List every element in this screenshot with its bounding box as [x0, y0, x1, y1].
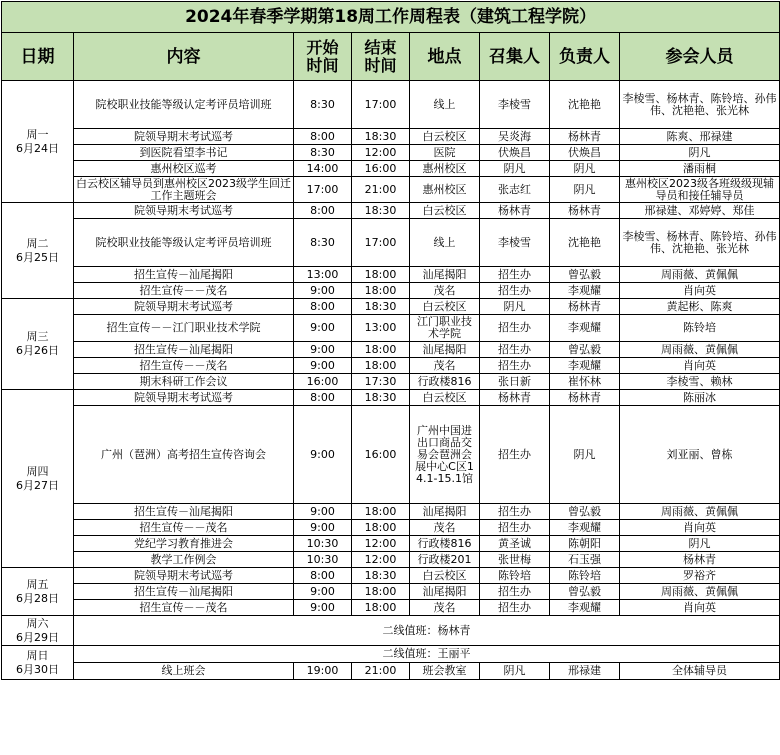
cell-owner: 李观耀 [550, 315, 620, 342]
cell-content: 院领导期末考试巡考 [74, 390, 294, 406]
day-name: 周一 [26, 127, 49, 141]
cell-attendees: 陈丽冰 [620, 390, 780, 406]
cell-location: 汕尾揭阳 [410, 504, 480, 520]
cell-start: 17:00 [294, 177, 352, 203]
cell-convener: 招生办 [480, 315, 550, 342]
cell-convener: 杨林青 [480, 203, 550, 219]
cell-end: 17:00 [352, 81, 410, 129]
cell-content: 院领导期末考试巡考 [74, 203, 294, 219]
cell-location: 行政楼816 [410, 374, 480, 390]
saturday-row [2, 616, 780, 646]
cell-location: 班会教室 [410, 663, 480, 680]
cell-owner: 阴凡 [550, 406, 620, 504]
cell-owner: 曾弘毅 [550, 342, 620, 358]
cell-convener: 招生办 [480, 267, 550, 283]
cell-content: 招生宣传－－茂名 [74, 600, 294, 616]
cell-location: 茂名 [410, 283, 480, 299]
cell-start: 14:00 [294, 161, 352, 177]
cell-end: 18:00 [352, 520, 410, 536]
header-row [2, 33, 780, 81]
cell-start: 8:00 [294, 390, 352, 406]
day-name: 周四 [26, 464, 49, 478]
cell-convener: 招生办 [480, 358, 550, 374]
cell-attendees: 李棱雪、赖林 [620, 374, 780, 390]
schedule-row [2, 358, 780, 374]
cell-convener: 招生办 [480, 342, 550, 358]
cell-start: 9:00 [294, 283, 352, 299]
cell-start: 10:30 [294, 552, 352, 568]
header-owner: 负责人 [550, 33, 620, 81]
cell-content: 院领导期末考试巡考 [74, 299, 294, 315]
cell-convener: 李棱雪 [480, 81, 550, 129]
header-content: 内容 [74, 33, 294, 81]
cell-attendees: 肖向英 [620, 520, 780, 536]
schedule-row [2, 374, 780, 390]
cell-attendees: 李棱雪、杨林青、陈铃培、孙伟伟、沈艳艳、张光林 [620, 81, 780, 129]
day-date: 6月28日 [16, 591, 59, 605]
schedule-row [2, 299, 780, 315]
cell-attendees: 肖向英 [620, 283, 780, 299]
cell-attendees: 陈铃培 [620, 315, 780, 342]
schedule-row [2, 406, 780, 504]
cell-attendees: 全体辅导员 [620, 663, 780, 680]
cell-end: 18:30 [352, 568, 410, 584]
cell-convener: 阴凡 [480, 663, 550, 680]
cell-attendees: 肖向英 [620, 600, 780, 616]
cell-end: 16:00 [352, 406, 410, 504]
duty-cell: 二线值班：杨林青 [74, 616, 780, 646]
cell-owner: 杨林青 [550, 129, 620, 145]
cell-convener: 张世梅 [480, 552, 550, 568]
cell-start: 9:00 [294, 358, 352, 374]
cell-start: 9:00 [294, 315, 352, 342]
day-date: 6月24日 [16, 141, 59, 155]
schedule-row [2, 504, 780, 520]
cell-end: 17:30 [352, 374, 410, 390]
cell-owner: 伏焕昌 [550, 145, 620, 161]
cell-owner: 曾弘毅 [550, 267, 620, 283]
day-name: 周日 [26, 648, 49, 662]
cell-end: 16:00 [352, 161, 410, 177]
cell-attendees: 黄起彬、陈爽 [620, 299, 780, 315]
cell-location: 线上 [410, 219, 480, 267]
cell-end: 18:00 [352, 504, 410, 520]
cell-owner: 杨林青 [550, 203, 620, 219]
cell-location: 茂名 [410, 358, 480, 374]
cell-content: 惠州校区巡考 [74, 161, 294, 177]
cell-attendees: 邢禄建、邓婷婷、郑佳 [620, 203, 780, 219]
header-start-line1: 开始 [306, 37, 339, 57]
schedule-body [2, 2, 780, 680]
cell-owner: 李观耀 [550, 358, 620, 374]
cell-start: 8:30 [294, 81, 352, 129]
cell-attendees: 潘雨桐 [620, 161, 780, 177]
cell-owner: 崔怀林 [550, 374, 620, 390]
cell-convener: 吴炎海 [480, 129, 550, 145]
title-row [2, 2, 780, 33]
cell-content: 院校职业技能等级认定考评员培训班 [74, 81, 294, 129]
day-date: 6月27日 [16, 478, 59, 492]
cell-end: 18:30 [352, 390, 410, 406]
cell-location: 汕尾揭阳 [410, 267, 480, 283]
cell-attendees: 阴凡 [620, 536, 780, 552]
cell-location: 白云校区 [410, 568, 480, 584]
cell-location: 汕尾揭阳 [410, 342, 480, 358]
cell-location: 惠州校区 [410, 177, 480, 203]
cell-convener: 伏焕昌 [480, 145, 550, 161]
cell-owner: 曾弘毅 [550, 584, 620, 600]
cell-attendees: 惠州校区2023级各班级级现辅导员和接任辅导员 [620, 177, 780, 203]
cell-end: 18:00 [352, 600, 410, 616]
cell-start: 8:00 [294, 299, 352, 315]
cell-content: 党纪学习教育推进会 [74, 536, 294, 552]
day-cell [2, 203, 74, 299]
cell-start: 9:00 [294, 584, 352, 600]
cell-location: 白云校区 [410, 390, 480, 406]
header-day: 日期 [2, 33, 74, 81]
cell-location: 行政楼816 [410, 536, 480, 552]
cell-owner: 邢禄建 [550, 663, 620, 680]
header-end [352, 33, 410, 81]
schedule-row [2, 145, 780, 161]
cell-end: 12:00 [352, 536, 410, 552]
cell-location: 白云校区 [410, 299, 480, 315]
day-name: 周二 [26, 236, 49, 250]
cell-end: 17:00 [352, 219, 410, 267]
cell-convener: 张日新 [480, 374, 550, 390]
cell-start: 8:00 [294, 203, 352, 219]
cell-start: 9:00 [294, 520, 352, 536]
day-date: 6月25日 [16, 250, 59, 264]
header-end-line2: 时间 [364, 55, 397, 75]
cell-owner: 石玉强 [550, 552, 620, 568]
cell-owner: 沈艳艳 [550, 81, 620, 129]
cell-convener: 黄圣诚 [480, 536, 550, 552]
day-name: 周六 [26, 616, 49, 630]
schedule-row [2, 342, 780, 358]
cell-start: 9:00 [294, 342, 352, 358]
cell-content: 到医院看望李书记 [74, 145, 294, 161]
cell-location: 茂名 [410, 520, 480, 536]
cell-attendees: 周雨薇、黄佩佩 [620, 504, 780, 520]
schedule-row [2, 267, 780, 283]
cell-convener: 招生办 [480, 283, 550, 299]
header-start [294, 33, 352, 81]
cell-location: 行政楼201 [410, 552, 480, 568]
schedule-row [2, 584, 780, 600]
cell-location: 江门职业技术学院 [410, 315, 480, 342]
cell-owner: 李观耀 [550, 520, 620, 536]
header-end-line1: 结束 [364, 37, 397, 57]
cell-attendees: 陈爽、邢禄建 [620, 129, 780, 145]
cell-owner: 阴凡 [550, 161, 620, 177]
schedule-row [2, 129, 780, 145]
day-date: 6月29日 [16, 630, 59, 644]
cell-owner: 沈艳艳 [550, 219, 620, 267]
cell-owner: 李观耀 [550, 600, 620, 616]
schedule-row [2, 552, 780, 568]
day-cell [2, 568, 74, 616]
cell-end: 18:30 [352, 299, 410, 315]
cell-location: 医院 [410, 145, 480, 161]
cell-attendees: 周雨薇、黄佩佩 [620, 342, 780, 358]
cell-owner: 曾弘毅 [550, 504, 620, 520]
cell-content: 招生宣传－汕尾揭阳 [74, 267, 294, 283]
day-name: 周五 [26, 577, 49, 591]
cell-content: 招生宣传－－茂名 [74, 283, 294, 299]
cell-convener: 杨林青 [480, 390, 550, 406]
cell-end: 18:30 [352, 129, 410, 145]
cell-end: 18:30 [352, 203, 410, 219]
cell-start: 8:00 [294, 129, 352, 145]
cell-convener: 招生办 [480, 584, 550, 600]
cell-convener: 阴凡 [480, 161, 550, 177]
cell-end: 12:00 [352, 552, 410, 568]
cell-convener: 招生办 [480, 504, 550, 520]
day-cell [2, 299, 74, 390]
schedule-row [2, 81, 780, 129]
cell-start: 9:00 [294, 504, 352, 520]
cell-attendees: 罗裕齐 [620, 568, 780, 584]
schedule-row [2, 600, 780, 616]
cell-owner: 杨林青 [550, 299, 620, 315]
day-name: 周三 [26, 330, 49, 343]
cell-end: 18:00 [352, 267, 410, 283]
schedule-row [2, 219, 780, 267]
day-cell [2, 616, 74, 646]
schedule-row [2, 536, 780, 552]
cell-convener: 李棱雪 [480, 219, 550, 267]
header-convener: 召集人 [480, 33, 550, 81]
cell-location: 线上 [410, 81, 480, 129]
day-cell [2, 646, 74, 680]
cell-owner: 杨林青 [550, 390, 620, 406]
cell-end: 18:00 [352, 584, 410, 600]
cell-content: 白云校区辅导员到惠州校区2023级学生回迁工作主题班会 [74, 177, 294, 203]
cell-convener: 招生办 [480, 600, 550, 616]
cell-convener: 招生办 [480, 406, 550, 504]
schedule-row [2, 663, 780, 680]
cell-start: 8:30 [294, 219, 352, 267]
schedule-row [2, 568, 780, 584]
cell-content: 期末科研工作会议 [74, 374, 294, 390]
cell-content: 院领导期末考试巡考 [74, 568, 294, 584]
cell-attendees: 阴凡 [620, 145, 780, 161]
day-date: 6月26日 [16, 344, 59, 357]
day-date: 6月30日 [16, 662, 59, 676]
cell-content: 招生宣传－－茂名 [74, 520, 294, 536]
cell-attendees: 杨林青 [620, 552, 780, 568]
cell-owner: 陈铃培 [550, 568, 620, 584]
cell-start: 9:00 [294, 406, 352, 504]
duty-cell: 二线值班：王丽平 [74, 646, 780, 663]
cell-end: 12:00 [352, 145, 410, 161]
cell-start: 16:00 [294, 374, 352, 390]
header-location: 地点 [410, 33, 480, 81]
day-cell [2, 390, 74, 568]
cell-location: 茂名 [410, 600, 480, 616]
cell-convener: 阴凡 [480, 299, 550, 315]
cell-content: 线上班会 [74, 663, 294, 680]
schedule-row [2, 390, 780, 406]
cell-content: 教学工作例会 [74, 552, 294, 568]
cell-content: 招生宣传－－江门职业技术学院 [74, 315, 294, 342]
cell-location: 白云校区 [410, 203, 480, 219]
cell-end: 21:00 [352, 177, 410, 203]
cell-end: 18:00 [352, 342, 410, 358]
cell-start: 10:30 [294, 536, 352, 552]
schedule-row [2, 161, 780, 177]
cell-attendees: 刘亚丽、曾栋 [620, 406, 780, 504]
cell-convener: 陈铃培 [480, 568, 550, 584]
cell-convener: 招生办 [480, 520, 550, 536]
sunday-duty-row [2, 646, 780, 663]
cell-end: 18:00 [352, 358, 410, 374]
cell-attendees: 李棱雪、杨林青、陈铃培、孙伟伟、沈艳艳、张光林 [620, 219, 780, 267]
cell-location: 白云校区 [410, 129, 480, 145]
cell-end: 13:00 [352, 315, 410, 342]
cell-content: 院校职业技能等级认定考评员培训班 [74, 219, 294, 267]
cell-attendees: 周雨薇、黄佩佩 [620, 584, 780, 600]
cell-location: 汕尾揭阳 [410, 584, 480, 600]
schedule-row [2, 203, 780, 219]
cell-content: 招生宣传－汕尾揭阳 [74, 342, 294, 358]
cell-end: 21:00 [352, 663, 410, 680]
cell-content: 广州（琶洲）高考招生宣传咨询会 [74, 406, 294, 504]
table-title: 2024年春季学期第18周工作周程表（建筑工程学院） [2, 2, 780, 33]
cell-end: 18:00 [352, 283, 410, 299]
cell-owner: 陈朝阳 [550, 536, 620, 552]
cell-owner: 李观耀 [550, 283, 620, 299]
cell-start: 8:30 [294, 145, 352, 161]
cell-start: 9:00 [294, 600, 352, 616]
schedule-table [1, 1, 780, 680]
cell-content: 招生宣传－－茂名 [74, 358, 294, 374]
schedule-row [2, 315, 780, 342]
cell-start: 19:00 [294, 663, 352, 680]
cell-content: 招生宣传－汕尾揭阳 [74, 584, 294, 600]
cell-attendees: 肖向英 [620, 358, 780, 374]
cell-attendees: 周雨薇、黄佩佩 [620, 267, 780, 283]
header-attendees: 参会人员 [620, 33, 780, 81]
schedule-row [2, 520, 780, 536]
cell-location: 惠州校区 [410, 161, 480, 177]
cell-content: 院领导期末考试巡考 [74, 129, 294, 145]
cell-start: 13:00 [294, 267, 352, 283]
day-cell [2, 81, 74, 203]
header-start-line2: 时间 [306, 55, 339, 75]
cell-owner: 阴凡 [550, 177, 620, 203]
cell-convener: 张志红 [480, 177, 550, 203]
cell-start: 8:00 [294, 568, 352, 584]
schedule-row [2, 177, 780, 203]
schedule-row [2, 283, 780, 299]
cell-content: 招生宣传－汕尾揭阳 [74, 504, 294, 520]
cell-location: 广州中国进出口商品交易会琶洲会展中心C区14.1-15.1馆 [410, 406, 480, 504]
